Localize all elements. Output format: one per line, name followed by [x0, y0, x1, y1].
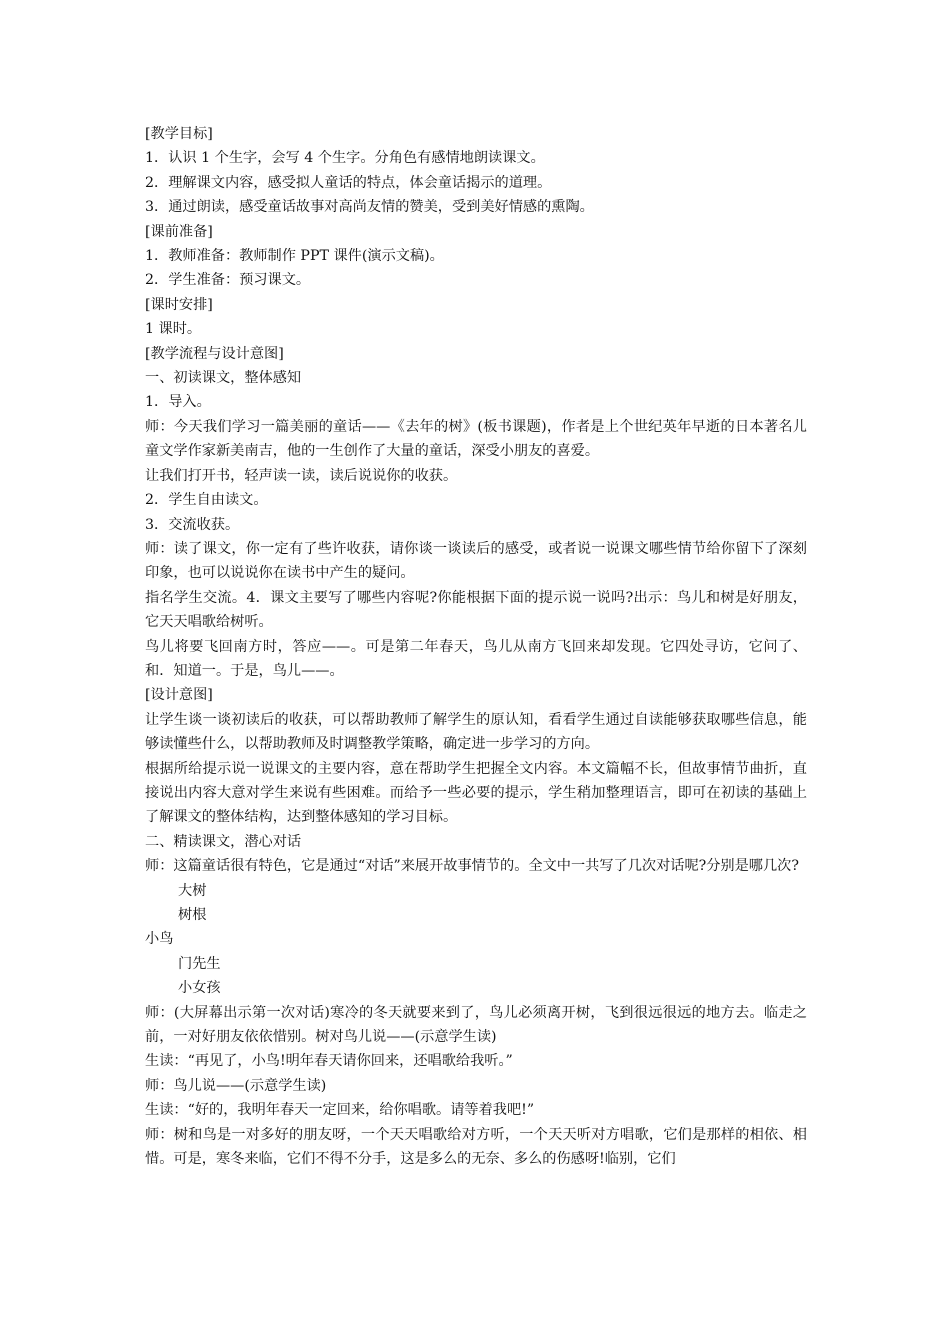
step-intro: 1．导入。 [145, 394, 211, 411]
heading-design-intent: [设计意图] [145, 687, 213, 704]
teacher-question: 师：读了课文，你一定有了些许收获，请你谈一谈读后的感受，或者说一说课文哪些情节给你留下了深刻印象，也可以说说你在读书中产生的疑问。 [145, 540, 807, 582]
heading-preparation: [课前准备] [145, 223, 213, 240]
prep-2: 2．学生准备：预习课文。 [145, 272, 311, 289]
prep-1: 1．教师准备：教师制作 PPT 课件(演示文稿)。 [145, 248, 444, 265]
document-page [145, 122, 807, 1171]
heading-teaching-goals: [教学目标] [145, 126, 213, 142]
goal-1: 1．认识 1 个生字，会写 4 个生字。分角色有感情地朗读课文。 [145, 150, 545, 167]
section-2-title: 二、精读课文，潜心对话 [145, 833, 302, 850]
design-intent-1: 让学生谈一谈初读后的收获，可以帮助教师了解学生的原认知，看看学生通过自读能够获取哪些信息，能够读懂些什么，以帮助教师及时调整教学策略，确定进一步学习的方向。 [145, 711, 807, 753]
reading-instruction: 让我们打开书，轻声读一读，读后说说你的收获。 [145, 467, 458, 484]
student-read-1: 生读：“再见了，小鸟!明年春天请你回来，还唱歌给我听。” [145, 1053, 513, 1070]
story-prompt: 鸟儿将要飞回南方时，答应——。可是第二年春天，鸟儿从南方飞回来却发现。它四处寻访，它问了、和．知道一。于是，鸟儿——。 [145, 638, 807, 679]
teacher-summary: 师：树和鸟是一对多好的朋友呀，一个天天唱歌给对方听，一个天天听对方唱歌，它们是那样的相依、相惜。可是，寒冬来临，它们不得不分手，这是多么的无奈、多么的伤感呀!临别，它们 [145, 1126, 807, 1168]
character-gate: 门先生 [178, 955, 221, 972]
first-dialogue: 师：(大屏幕出示第一次对话)寒冷的冬天就要来到了，鸟儿必须离开树，飞到很远很远的地方去。临走之前，一对好朋友依依惜别。树对鸟儿说——(示意学生读) [145, 1004, 807, 1046]
design-intent-2: 根据所给提示说一说课文的主要内容，意在帮助学生把握全文内容。本文篇幅不长，但故事情节曲折，直接说出内容大意对学生来说有些困难。而给予一些必要的提示，学生稍加整理语言，即可在初读的基础上了解课文的整体结构，达到整体感知的学习目标。 [145, 760, 807, 826]
student-exchange: 指名学生交流。4．课文主要写了哪些内容呢?你能根据下面的提示说一说吗?出示：鸟儿和树是好朋友，它天天唱歌给树听。 [145, 589, 807, 631]
section-1-title: 一、初读课文，整体感知 [145, 370, 302, 387]
character-bird: 小鸟 [145, 931, 174, 948]
character-root: 树根 [178, 907, 207, 923]
dialogue-question: 师：这篇童话很有特色，它是通过“对话”来展开故事情节的。全文中一共写了几次对话呢?分别是哪几次? [145, 858, 799, 875]
goal-2: 2．理解课文内容，感受拟人童话的特点，体会童话揭示的道理。 [145, 174, 552, 191]
schedule-text: 1 课时。 [145, 321, 202, 338]
student-read-2: 生读：“好的，我明年春天一定回来，给你唱歌。请等着我吧!” [145, 1102, 535, 1119]
teacher-bird-says: 师：鸟儿说——(示意学生读) [145, 1077, 327, 1094]
teacher-intro: 师：今天我们学习一篇美丽的童话——《去年的树》(板书课题)，作者是上个世纪英年早逝的日本著名儿童文学作家新美南吉，他的一生创作了大量的童话，深受小朋友的喜爱。 [145, 418, 807, 460]
goal-3: 3．通过朗读，感受童话故事对高尚友情的赞美，受到美好情感的熏陶。 [145, 199, 594, 216]
heading-process: [教学流程与设计意图] [145, 345, 284, 362]
character-tree: 大树 [178, 882, 207, 899]
step-free-reading: 2．学生自由读文。 [145, 492, 268, 509]
heading-schedule: [课时安排] [145, 296, 213, 313]
character-girl: 小女孩 [178, 980, 221, 997]
step-exchange: 3．交流收获。 [145, 516, 240, 533]
